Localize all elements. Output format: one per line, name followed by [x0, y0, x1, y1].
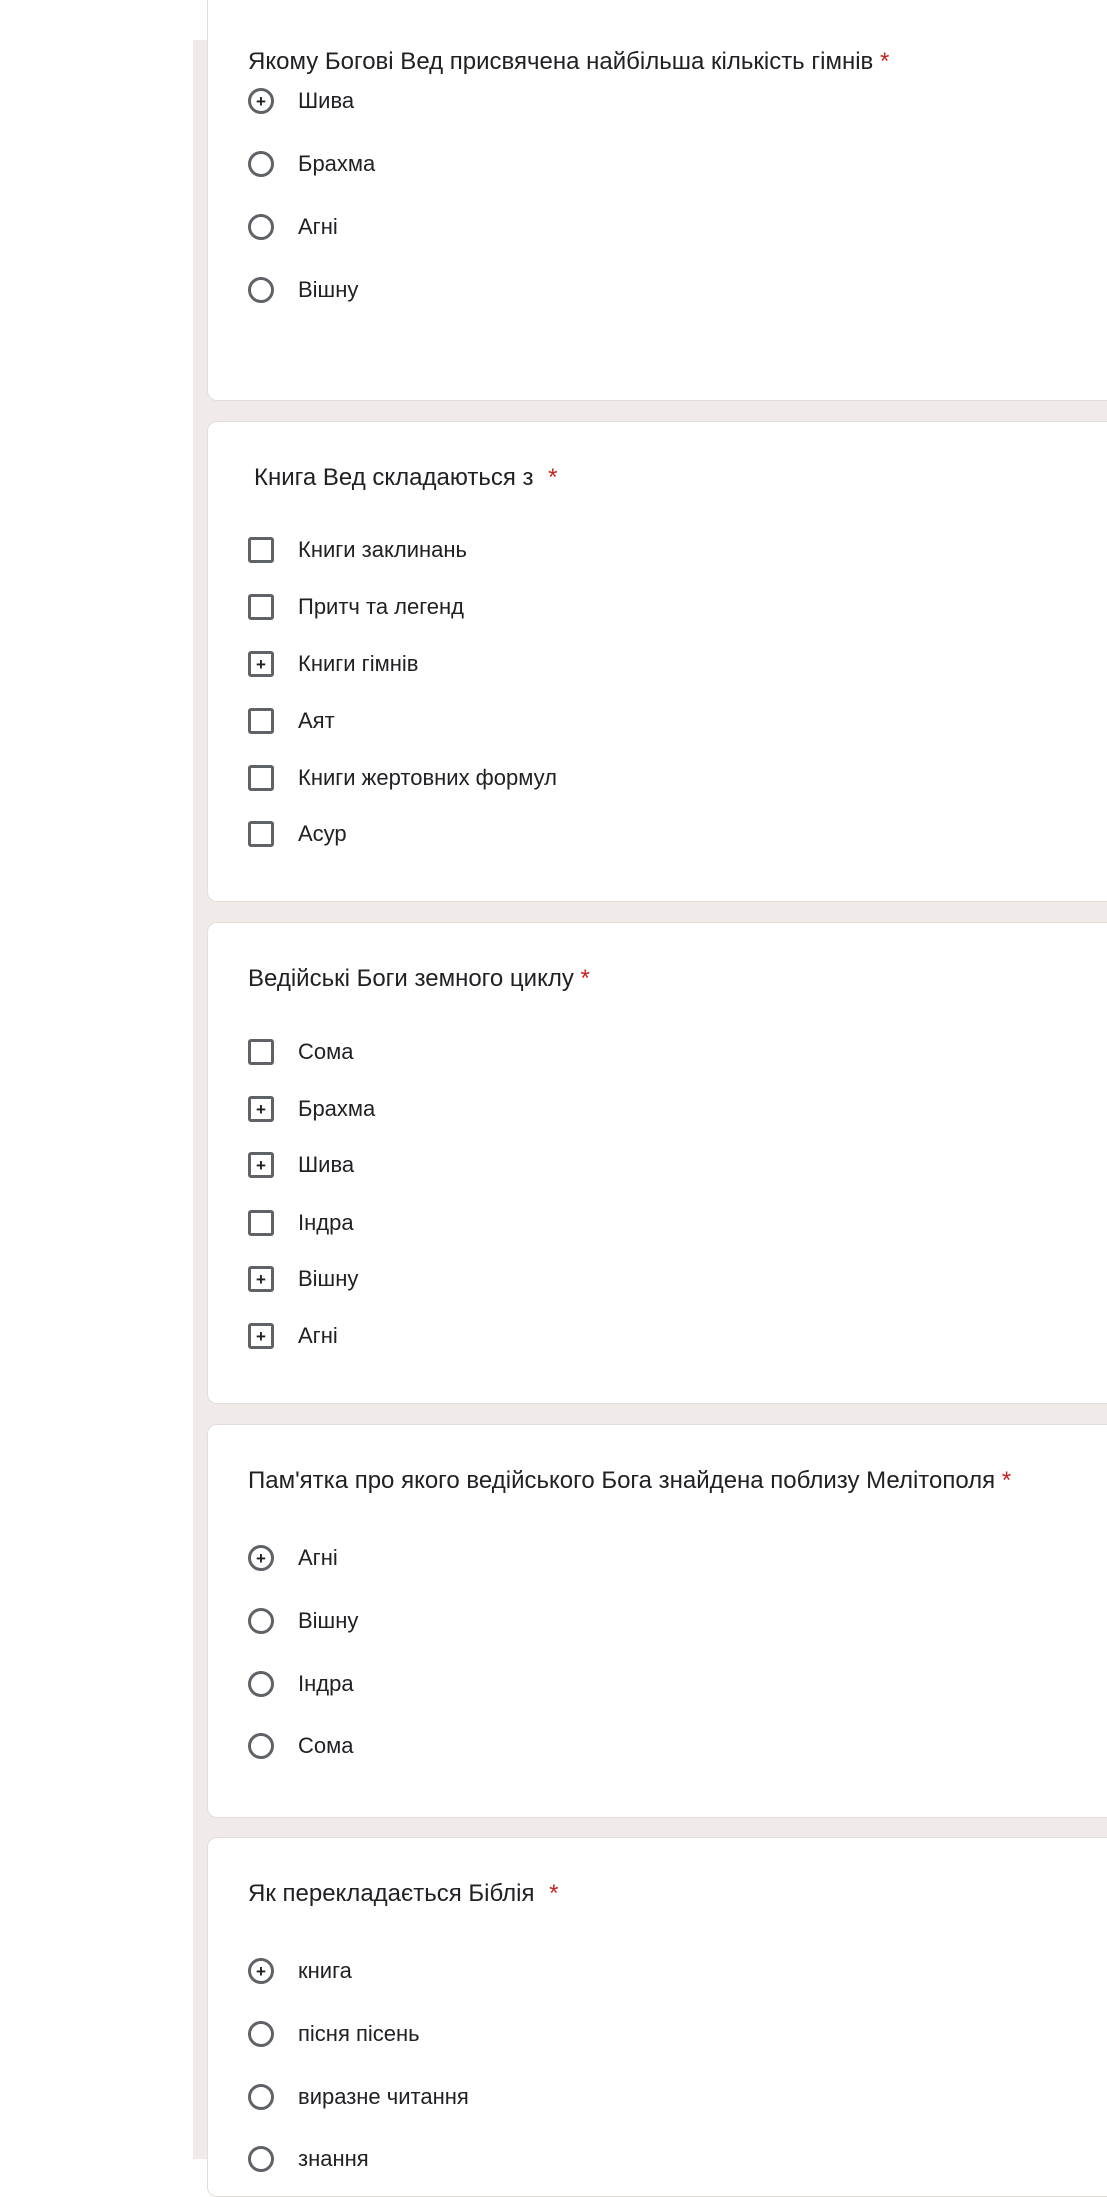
plus-mark-icon: + [256, 1548, 266, 1568]
option-checkbox[interactable] [248, 818, 347, 850]
option-checkbox[interactable] [248, 1036, 353, 1068]
checkbox-icon[interactable] [248, 1266, 274, 1292]
option-checkbox[interactable] [248, 1207, 354, 1239]
option-radio[interactable] [248, 2081, 469, 2113]
plus-mark-icon: + [256, 1099, 266, 1119]
plus-mark-icon: + [256, 1269, 266, 1289]
plus-mark-icon: + [256, 654, 266, 674]
radio-button-icon[interactable] [248, 1671, 274, 1697]
plus-mark-icon: + [256, 1326, 266, 1346]
question-text: Як перекладається Біблія [248, 1880, 535, 1907]
checkbox-icon[interactable] [248, 1152, 274, 1178]
option-radio[interactable] [248, 1730, 353, 1762]
option-checkbox[interactable] [248, 762, 557, 794]
question-card-5 [207, 1837, 1107, 2197]
checkbox-icon[interactable] [248, 708, 274, 734]
required-asterisk: * [549, 1880, 559, 1907]
radio-button-icon[interactable] [248, 1733, 274, 1759]
checkbox-icon[interactable] [248, 1096, 274, 1122]
radio-button-icon[interactable] [248, 88, 274, 114]
checkbox-icon[interactable] [248, 537, 274, 563]
required-asterisk: * [580, 965, 590, 992]
radio-button-icon[interactable] [248, 151, 274, 177]
option-label: Сома [298, 1039, 354, 1064]
option-label: Шива [298, 1152, 355, 1177]
option-label: пісня пісень [298, 2021, 420, 2046]
option-radio[interactable] [248, 1605, 358, 1637]
option-checkbox[interactable] [248, 1149, 354, 1181]
option-radio[interactable] [248, 1668, 354, 1700]
radio-button-icon[interactable] [248, 214, 274, 240]
radio-button-icon[interactable] [248, 1958, 274, 1984]
radio-button-icon[interactable] [248, 2021, 274, 2047]
option-radio[interactable] [248, 274, 358, 306]
option-label: Агні [298, 1323, 338, 1348]
option-label: Вішну [298, 277, 359, 302]
checkbox-icon[interactable] [248, 1039, 274, 1065]
question-card-4 [207, 1424, 1107, 1818]
option-label: Книги заклинань [298, 537, 467, 562]
question-card-1 [207, 0, 1107, 401]
option-checkbox[interactable] [248, 1263, 358, 1295]
question-text: Пам'ятка про якого ведійського Бога знайдена поблизу Мелітополя [248, 1467, 996, 1494]
required-asterisk: * [1001, 1467, 1012, 1494]
option-label: Агні [298, 214, 338, 239]
checkbox-icon[interactable] [248, 651, 274, 677]
option-radio[interactable] [248, 211, 338, 243]
checkbox-icon[interactable] [248, 594, 274, 620]
question-title [248, 47, 889, 77]
option-label: Індра [298, 1671, 354, 1696]
plus-mark-icon: + [256, 91, 266, 111]
option-label: Брахма [298, 1096, 376, 1121]
option-radio[interactable] [248, 85, 354, 117]
checkbox-icon[interactable] [248, 1210, 274, 1236]
option-checkbox[interactable] [248, 1320, 338, 1352]
option-label: Вішну [298, 1608, 359, 1633]
option-radio[interactable] [248, 148, 375, 180]
question-card-2 [207, 421, 1107, 902]
option-label: Індра [298, 1210, 354, 1235]
option-label: Шива [298, 88, 355, 113]
option-checkbox[interactable] [248, 591, 464, 623]
question-title [254, 463, 558, 493]
radio-button-icon[interactable] [248, 277, 274, 303]
option-checkbox[interactable] [248, 1093, 375, 1125]
option-label: виразне читання [298, 2084, 469, 2109]
plus-mark-icon: + [256, 1155, 266, 1175]
plus-mark-icon: + [256, 1961, 266, 1981]
option-checkbox[interactable] [248, 648, 418, 680]
option-label: Асур [298, 821, 347, 846]
checkbox-icon[interactable] [248, 821, 274, 847]
required-asterisk: * [548, 464, 558, 491]
option-label: Брахма [298, 151, 376, 176]
option-radio[interactable] [248, 2018, 420, 2050]
question-title [248, 964, 590, 994]
question-text: Ведійські Боги земного циклу [248, 965, 574, 992]
option-label: Книги гімнів [298, 651, 419, 676]
option-label: Агні [298, 1545, 338, 1570]
option-radio[interactable] [248, 1542, 338, 1574]
question-text: Книга Вед складаються з [254, 464, 534, 491]
option-label: Книги жертовних формул [298, 765, 557, 790]
checkbox-icon[interactable] [248, 765, 274, 791]
question-text: Якому Богові Вед присвячена найбільша кількість гімнів [248, 48, 874, 75]
question-title [248, 1879, 559, 1909]
question-title [248, 1466, 1011, 1496]
required-asterisk: * [879, 48, 890, 75]
option-label: Притч та легенд [298, 594, 464, 619]
option-label: книга [298, 1958, 352, 1983]
option-radio[interactable] [248, 1955, 352, 1987]
option-label: Аят [298, 708, 335, 733]
option-label: знання [298, 2146, 369, 2171]
checkbox-icon[interactable] [248, 1323, 274, 1349]
radio-button-icon[interactable] [248, 2084, 274, 2110]
radio-button-icon[interactable] [248, 1608, 274, 1634]
radio-button-icon[interactable] [248, 2146, 274, 2172]
option-label: Вішну [298, 1266, 359, 1291]
question-card-3 [207, 922, 1107, 1404]
option-radio[interactable] [248, 2143, 369, 2175]
radio-button-icon[interactable] [248, 1545, 274, 1571]
option-checkbox[interactable] [248, 534, 467, 566]
option-checkbox[interactable] [248, 705, 335, 737]
option-label: Сома [298, 1733, 354, 1758]
